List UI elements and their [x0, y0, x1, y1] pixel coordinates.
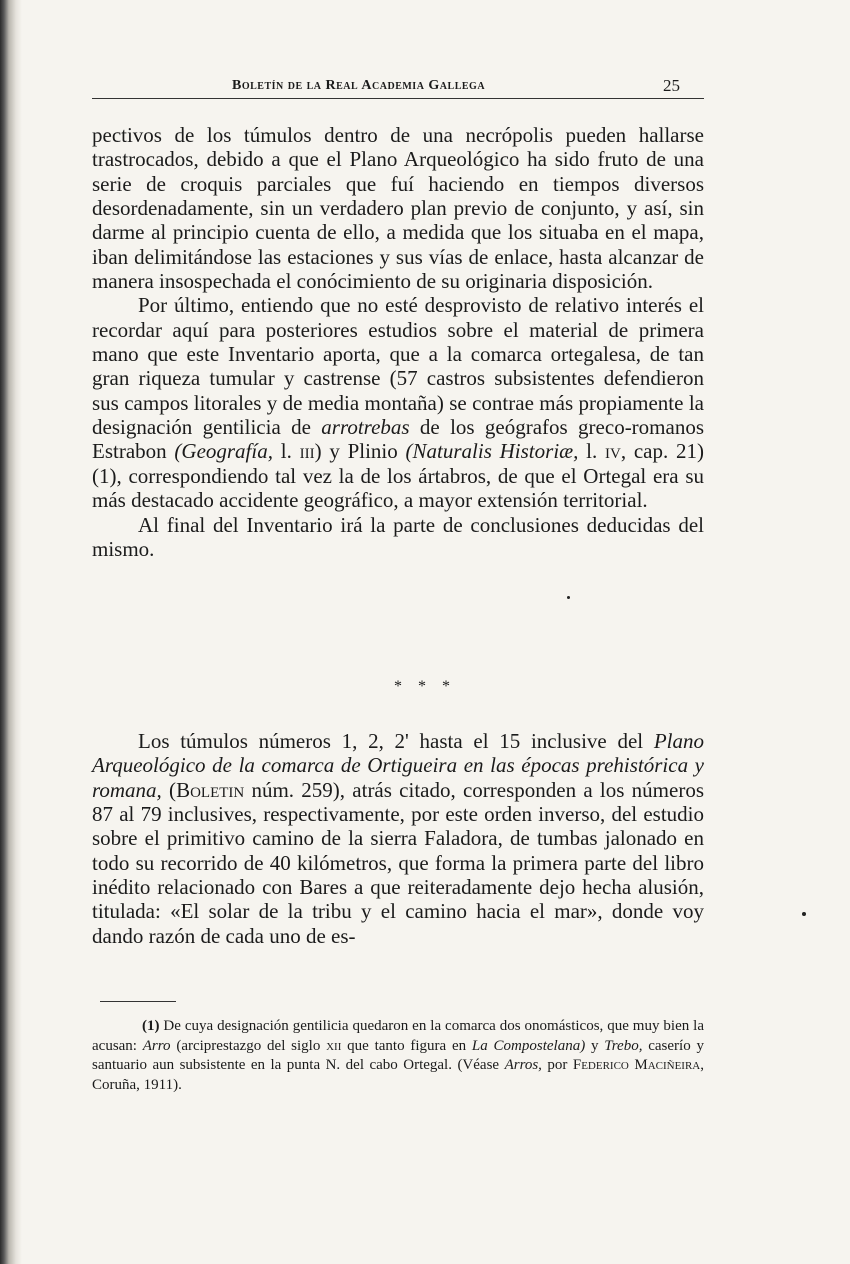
- paragraph-4-italic: Plano Arqueológico de la comarca de Ortigueira en las épocas prehistórica y romana,: [92, 729, 704, 802]
- footnote-divider: [100, 1001, 176, 1002]
- footnote-italic: Arros,: [504, 1057, 542, 1073]
- paragraph-2-italic: (Naturalis Historiæ,: [405, 439, 579, 464]
- paragraph-4-text: Los túmulos números 1, 2, 2' hasta el 15 inclusive del: [138, 729, 654, 753]
- section-separator: * * *: [394, 678, 456, 695]
- paragraph-1: pectivos de los túmulos dentro de una necrópolis pueden hallarse trastrocados, debido a que el Plano Arqueológico ha sido fruto de una serie de croquis parciales que fuí haciendo en tiempos diversos desordenadamente, sin un verdadero plan previo de conjunto, y así, sin darme al principio cuenta de ello, a medida que los situaba en el mapa, iban delimitándose las estaciones y sus vías de enlace, hasta alcanzar de manera insospechada el conócimiento de su originaria disposición.: [92, 123, 704, 294]
- paragraph-2-smallcaps: iii: [299, 439, 315, 464]
- footnote-italic: La Compostelana): [471, 1037, 586, 1054]
- footnote-text: que tanto figura en: [341, 1037, 472, 1054]
- paragraph-3: Al final del Inventario irá la parte de conclusiones deducidas del mismo.: [92, 512, 704, 561]
- paragraph-2-text: l.: [578, 439, 605, 464]
- paragraph-2-italic: arrotrebas: [321, 415, 410, 440]
- paragraph-2-text: ) y Plinio: [314, 439, 406, 464]
- footnote-text: por: [541, 1057, 573, 1073]
- footnote-smallcaps: xii: [326, 1037, 342, 1054]
- footnote-text: , Coruña, 1911).: [92, 1057, 704, 1093]
- paragraph-2-text: de los geógrafos greco-romanos Estrabon: [92, 415, 705, 464]
- footnote-text: y: [585, 1037, 605, 1054]
- paragraph-4-text: núm. 259), atrás citado, corresponden a los números 87 al 79 inclusives, respectivamente, por este orden inverso, del estudio sobre el primitivo camino de la sierra Faladora, de tumbas jalonado en todo su recorrido de 40 kilómetros, que forma la primera parte del libro inédito relacionado con Bares a que reiteradamente dejo hecha alusión, titulada: «El solar de la tribu y el camino hacia el mar», donde voy dando razón de cada uno de es-: [92, 777, 704, 948]
- paragraph-2-italic: (Geografía,: [174, 439, 273, 464]
- paragraph-4-smallcaps: Boletin: [176, 777, 245, 802]
- footnote-text: De cuya designación gentilicia quedaron en la comarca dos onomásticos, que muy bien la acusan:: [92, 1018, 704, 1054]
- running-head: Boletín de la Real Academia Gallega: [232, 78, 486, 93]
- footnote-paragraph: [92, 1017, 704, 1095]
- main-text-block: [92, 123, 704, 561]
- footnote-italic: Arro: [142, 1037, 171, 1054]
- paragraph-2-smallcaps: iv: [605, 439, 621, 464]
- page-header: [92, 76, 704, 99]
- stray-ink-dot: [802, 912, 806, 916]
- page-binding-edge: [0, 0, 22, 1264]
- footnote-smallcaps: Federico Maciñeira: [572, 1057, 701, 1073]
- paragraph-2-text: , cap. 21) (1), correspondiendo tal vez la de los ártabros, de que el Ortegal era su más destacado accidente geográfico, a mayor extensión territorial.: [92, 439, 704, 513]
- footnote-text: (arciprestazgo del siglo: [170, 1037, 327, 1054]
- paragraph-2: [92, 293, 704, 512]
- footnote-text: caserío y santuario aun subsistente en la punta N. del cabo Ortegal. (Véase: [92, 1037, 704, 1073]
- stray-ink-dot: [567, 596, 570, 599]
- footnote-mark: (1): [142, 1018, 160, 1034]
- paragraph-4-text: (: [161, 777, 177, 802]
- paragraph-2-text: Por último, entiendo que no esté desprovisto de relativo interés el recordar aquí para posteriores estudios sobre el material de primera mano que este Inventario aporta, que a la comarca ortegalesa, de tan gran riqueza tumular y castrense (57 castros subsistentes defendieron sus campos litorales y de media montaña) se contrae más propiamente la designación gentilicia de: [92, 293, 704, 440]
- footnote: [92, 1017, 704, 1095]
- paragraph-2-text: l.: [272, 439, 300, 464]
- second-text-block: [92, 729, 704, 948]
- page-number: 25: [663, 76, 680, 95]
- paragraph-4: [92, 729, 704, 948]
- footnote-italic: Trebo,: [604, 1037, 643, 1054]
